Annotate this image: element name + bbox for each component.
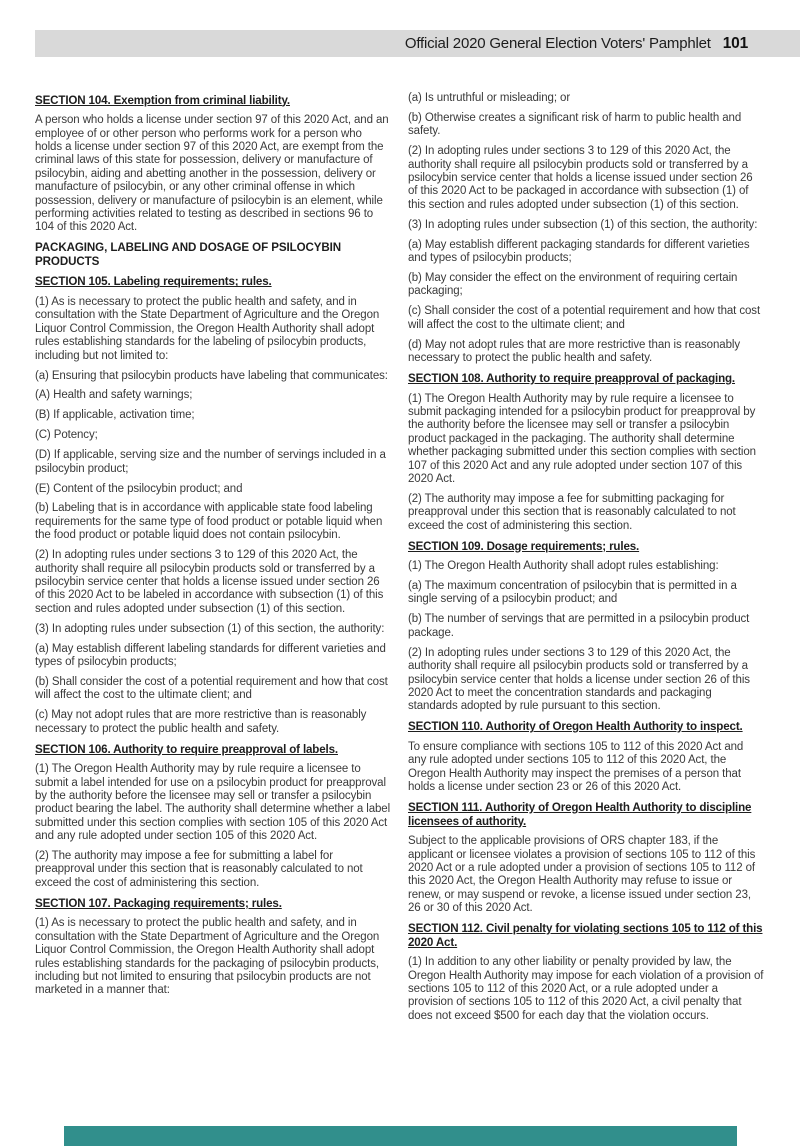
paragraph: (2) In adopting rules under sections 3 to 129 of this 2020 Act, the authority shall require all psilocybin products sold or transferred by a psilocybin service center that holds a license issued under section 26 of this 2020 Act to be labeled in accordance with subsection (1) of this section and rules adopted under subsection (1) of this section. bbox=[35, 549, 384, 615]
paragraph: (C) Potency; bbox=[35, 429, 98, 442]
paragraph: To ensure compliance with sections 105 to 112 of this 2020 Act and any rule adopted under sections 105 to 112 of this 2020 Act, the Oregon Health Authority may inspect the premises of a person that holds a license under section 23 or 26 of this 2020 Act. bbox=[408, 740, 744, 794]
paragraph: (b) Shall consider the cost of a potential requirement and how that cost will affect the cost to the ultimate client; and bbox=[35, 675, 388, 702]
paragraph: (d) May not adopt rules that are more restrictive than is reasonably necessary to protect the public health and safety. bbox=[408, 338, 740, 364]
section-heading: SECTION 104. Exemption from criminal liability. bbox=[35, 93, 290, 107]
paragraph: (1) The Oregon Health Authority may by rule require a licensee to submit packaging intended for a psilocybin product for preapproval by the authority before the licensee may sell or transfer a psilocybin product packaged in the packaging. The authority shall determine whether packaging submitted under this section complies with section 107 of this 2020 Act and any rule adopted under section 107 of this 2020 Act. bbox=[408, 392, 756, 485]
paragraph: (A) Health and safety warnings; bbox=[35, 389, 193, 402]
section-heading: SECTION 107. Packaging requirements; rules. bbox=[35, 896, 282, 910]
paragraph: (a) May establish different labeling standards for different varieties and types of psilocybin products; bbox=[35, 642, 386, 668]
footer-color-bar bbox=[64, 1126, 737, 1146]
paragraph: (3) In adopting rules under subsection (1) of this section, the authority: bbox=[35, 622, 385, 635]
section-heading: SECTION 106. Authority to require preapproval of labels. bbox=[35, 742, 338, 756]
paragraph: (a) May establish different packaging standards for different varieties and types of psilocybin products; bbox=[408, 238, 750, 265]
paragraph: (a) Ensuring that psilocybin products have labeling that communicates: bbox=[35, 369, 388, 382]
section-heading: SECTION 112. Civil penalty for violating sections 105 to 112 of this 2020 Act. bbox=[408, 922, 763, 949]
paragraph: (E) Content of the psilocybin product; and bbox=[35, 482, 243, 495]
paragraph: (1) As is necessary to protect the public health and safety, and in consultation with the State Department of Agriculture and the Oregon Liquor Control Commission, the Oregon Health Authority shall adopt rules establishing standards for the labeling of psilocybin products, including but not limited to: bbox=[35, 296, 380, 362]
page-header-title: Official 2020 General Election Voters' Pamphlet bbox=[404, 35, 711, 52]
page-number: 101 bbox=[722, 34, 748, 52]
paragraph: (1) In addition to any other liability or penalty provided by law, the Oregon Health Authority may impose for each violation of a provision of sections 105 to 112 of this 2020 Act, or a rule adopted under a provision of sections 105 to 112 of this 2020 Act, a civil penalty that does not exceed $500 for each day that the violation occurs. bbox=[408, 956, 764, 1022]
page-body bbox=[35, 92, 764, 1030]
paragraph: (D) If applicable, serving size and the number of servings included in a psilocybin product; bbox=[35, 449, 386, 475]
paragraph: (2) In adopting rules under sections 3 to 129 of this 2020 Act, the authority shall require all psilocybin products sold or transferred by a psilocybin service center that holds a license under section 26 of this 2020 Act to meet the concentration standards and packaging standards adopted by rule pursuant to this section. bbox=[408, 646, 750, 713]
paragraph: (b) Labeling that is in accordance with applicable state food labeling requirements for the same type of food product or potable liquid when the food product or potable liquid does not contain psilocybin. bbox=[35, 502, 383, 542]
subject-heading: PACKAGING, LABELING AND DOSAGE OF PSILOCYBIN PRODUCTS bbox=[35, 241, 342, 268]
paragraph: (b) May consider the effect on the environment of requiring certain packaging; bbox=[408, 271, 738, 298]
paragraph: Subject to the applicable provisions of ORS chapter 183, if the applicant or licensee violates a provision of sections 105 to 112 of this 2020 Act or a rule adopted under a provision of sections 105 to 112 of this 2020 Act, the Oregon Health Authority may refuse to issue or renew, or may suspend or revoke, a license issued under section 23, 26 or 30 of this 2020 Act. bbox=[408, 835, 756, 915]
section-heading: SECTION 110. Authority of Oregon Health Authority to inspect. bbox=[408, 720, 743, 734]
paragraph: (B) If applicable, activation time; bbox=[35, 409, 195, 422]
section-heading: SECTION 108. Authority to require preapproval of packaging. bbox=[408, 371, 736, 385]
paragraph: A person who holds a license under section 97 of this 2020 Act, and an employee of or other person who performs work for a person who holds a license under section 97 of this 2020 Act, are exempt from the criminal laws of this state for possession, delivery or manufacture of psilocybin, aiding and abetting another in the possession, delivery or manufacture of psilocybin, or any other criminal offense in which possession, delivery or manufacture of psilocybin is an element, while performing activities related to testing as described in sections 96 to 104 of this 2020 Act. bbox=[35, 114, 389, 234]
paragraph: (1) The Oregon Health Authority may by rule require a licensee to submit a label intended for use on a psilocybin product for preapproval by the authority before the licensee may sell or transfer a psilocybin product bearing the label. The authority shall determine whether a label submitted under this section complies with section 105 of this 2020 Act and any rule adopted under section 105 of this 2020 Act. bbox=[35, 763, 391, 843]
paragraph: (1) As is necessary to protect the public health and safety, and in consultation with the State Department of Agriculture and the Oregon Liquor Control Commission, the Oregon Health Authority shall adopt rules establishing standards for the packaging of psilocybin products, including but not limited to ensuring that psilocybin products are not marketed in a manner that: bbox=[35, 917, 380, 997]
paragraph: (3) In adopting rules under subsection (1) of this section, the authority: bbox=[408, 218, 758, 231]
paragraph: (c) Shall consider the cost of a potential requirement and how that cost will affect the cost to the ultimate client; and bbox=[408, 305, 761, 331]
section-heading: SECTION 109. Dosage requirements; rules. bbox=[408, 539, 640, 553]
paragraph: (b) Otherwise creates a significant risk of harm to public health and safety. bbox=[408, 111, 742, 138]
paragraph: (c) May not adopt rules that are more restrictive than is reasonably necessary to protect the public health and safety. bbox=[35, 709, 367, 735]
page-header-bar bbox=[35, 30, 800, 57]
paragraph: (2) In adopting rules under sections 3 to 129 of this 2020 Act, the authority shall require all psilocybin products sold or transferred by a psilocybin service center that holds a license issued under section 26 of this 2020 Act to be packaged in accordance with subsection (1) of this section and rules adopted under subsection (1) of this section. bbox=[408, 145, 753, 211]
paragraph: (2) The authority may impose a fee for submitting packaging for preapproval under this section that is reasonably calculated to not exceed the cost of administering this section. bbox=[408, 492, 736, 532]
right-column bbox=[408, 92, 764, 1030]
section-heading: SECTION 111. Authority of Oregon Health Authority to discipline licensees of authority. bbox=[408, 800, 752, 828]
section-heading: SECTION 105. Labeling requirements; rules. bbox=[35, 275, 272, 289]
paragraph: (1) The Oregon Health Authority shall adopt rules establishing: bbox=[408, 560, 719, 573]
paragraph: (a) Is untruthful or misleading; or bbox=[408, 92, 571, 104]
paragraph: (a) The maximum concentration of psilocybin that is permitted in a single serving of a psilocybin product; and bbox=[408, 580, 737, 606]
paragraph: (b) The number of servings that are permitted in a psilocybin product package. bbox=[408, 613, 750, 639]
left-column bbox=[35, 92, 391, 1030]
paragraph: (2) The authority may impose a fee for submitting a label for preapproval under this section that is reasonably calculated to not exceed the cost of administering this section. bbox=[35, 850, 363, 889]
